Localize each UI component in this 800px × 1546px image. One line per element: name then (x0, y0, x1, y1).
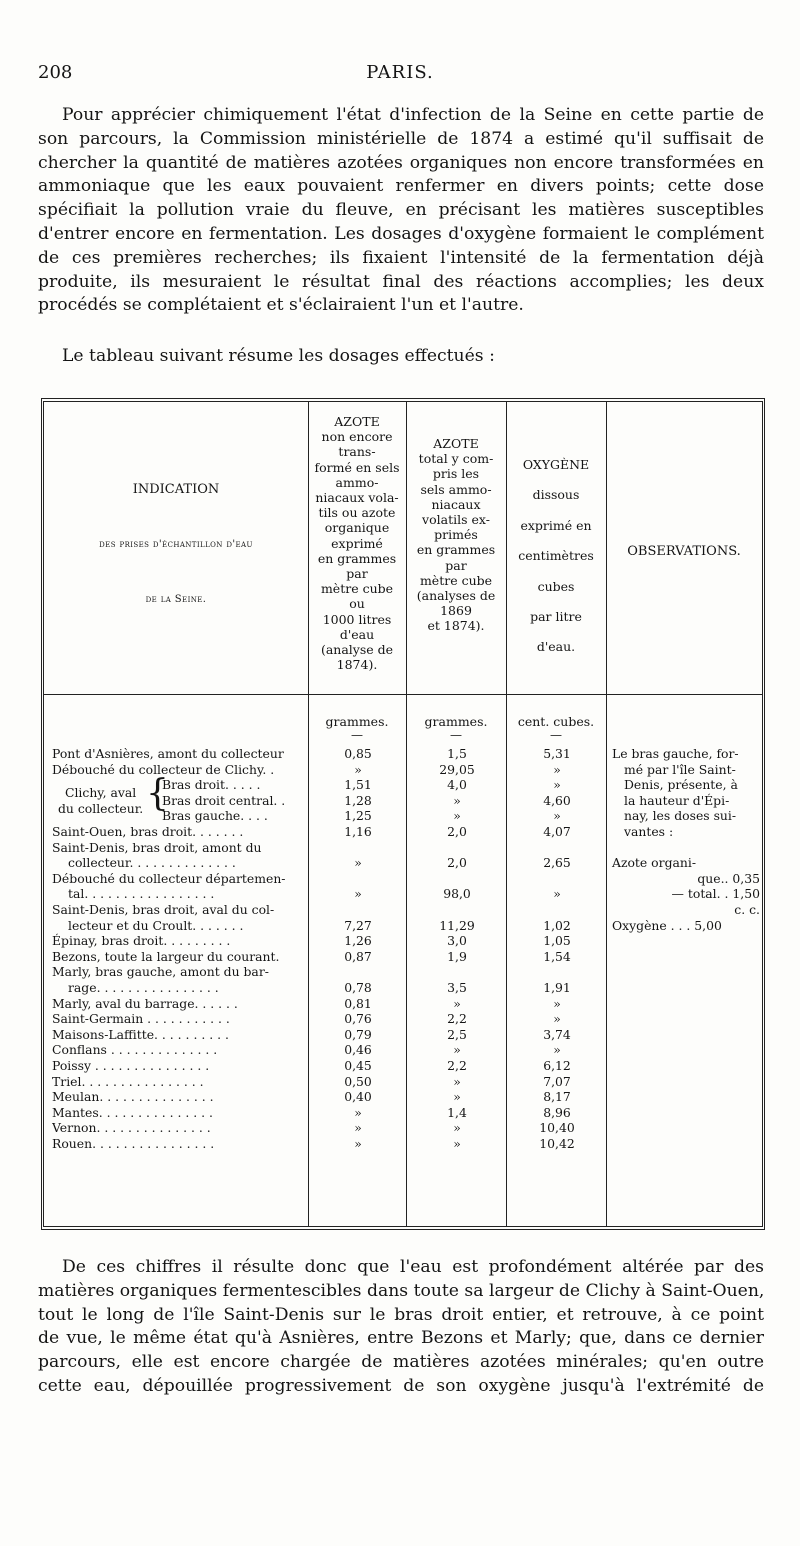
row-name: Débouché du collecteur de Clichy. . (52, 761, 275, 777)
value-azote-total: 3,0 (447, 933, 467, 949)
value-oxygene: 1,54 (543, 948, 571, 964)
observation-line: c. c. (734, 901, 760, 917)
text-line: matières organiques fermentescibles dans toute sa largeur de Clichy à Saint-Ouen, (38, 1280, 765, 1301)
row-name: Poissy . . . . . . . . . . . . . . . (52, 1058, 210, 1073)
value-azote: 1,51 (344, 777, 372, 793)
header-indication-sub: de la Seine. (145, 594, 207, 606)
header-azote-2 (406, 436, 506, 634)
text-line: Pour apprécier chimiquement l'état d'infection de la Seine en cette partie de (62, 105, 764, 125)
row-name: Vernon. . . . . . . . . . . . . . . (52, 1120, 211, 1136)
header-azote-1 (308, 414, 406, 672)
header-line: ou (349, 596, 365, 612)
row-name: Conflans . . . . . . . . . . . . . . (52, 1042, 218, 1058)
value-oxygene: 10,42 (539, 1136, 575, 1151)
value-azote-total: 4,0 (447, 777, 467, 793)
value-azote-total: » (453, 1042, 461, 1058)
running-title: PARIS. (366, 62, 434, 83)
value-oxygene: » (553, 995, 561, 1011)
value-azote-total: » (453, 1089, 461, 1105)
value-azote: 7,27 (344, 917, 372, 933)
text-line: d'entrer encore en fermentation. Les dosages d'oxygène formaient le complément (38, 223, 764, 244)
header-line: par (346, 566, 368, 582)
value-azote: 0,46 (344, 1042, 372, 1058)
header-line: primés (434, 527, 478, 543)
header-rule (44, 694, 762, 695)
header-line: mètre cube (320, 581, 394, 597)
clichy-label-line: du collecteur. (58, 800, 144, 816)
header-line: OXYGÈNE (522, 457, 590, 472)
header-line: centimètres (518, 548, 594, 564)
row-name: Débouché du collecteur départemen- (52, 870, 286, 886)
value-azote-total: » (453, 995, 461, 1011)
text-line: procédés se complétaient et s'éclairaient l'un et l'autre. (38, 295, 524, 316)
header-line: AZOTE (433, 436, 479, 451)
value-oxygene: 6,12 (543, 1058, 571, 1073)
unit-label: grammes. (424, 714, 488, 729)
value-oxygene: » (553, 1042, 561, 1058)
value-oxygene: » (553, 761, 561, 777)
text-line: cette eau, dépouillée progressivement de son oxygène jusqu'à l'extrémité de (38, 1375, 764, 1396)
header-line: exprimé en (520, 517, 592, 533)
row-name: lecteur et du Croult. . . . . . . (68, 917, 244, 933)
row-name: collecteur. . . . . . . . . . . . . . (68, 855, 236, 871)
value-azote: 1,26 (344, 933, 372, 949)
header-line: total y com- (418, 451, 494, 467)
header-line: en grammes (416, 542, 496, 558)
row-name: Saint-Denis, bras droit, aval du col- (52, 902, 275, 917)
text-line: produite, ils mesuraient le résultat final des réactions accomplies; les deux (38, 271, 764, 292)
observation-line: que.. 0,35 (697, 870, 760, 886)
text-line: son parcours, la Commission ministérielle de 1874 a estimé qu'il suffisait de (38, 128, 764, 149)
value-azote: 1,25 (344, 808, 372, 824)
header-line: niacaux (431, 496, 481, 512)
value-oxygene: 2,65 (543, 855, 571, 871)
value-azote-total: 29,05 (439, 761, 475, 777)
header-line: et 1874). (427, 618, 485, 634)
row-name: Saint-Denis, bras droit, amont du (52, 839, 262, 855)
observations-note (612, 746, 760, 933)
value-oxygene: 10,40 (539, 1120, 575, 1136)
value-azote-total: » (453, 1073, 461, 1089)
value-oxygene: 1,02 (543, 917, 571, 933)
observation-line: Le bras gauche, for- (612, 746, 739, 761)
row-name: tal. . . . . . . . . . . . . . . . . (68, 886, 215, 902)
text-line: tout le long de l'île Saint-Denis sur le bras droit entier, et retrouve, à ce point (38, 1304, 764, 1325)
unit-dash: — (351, 728, 363, 742)
value-azote: 0,40 (344, 1089, 372, 1105)
observation-line: Azote organi- (612, 855, 697, 871)
header-line: 1000 litres (322, 611, 392, 627)
header-indication (44, 482, 308, 608)
header-line: non encore (321, 429, 393, 445)
row-name: Marly, aval du barrage. . . . . . (52, 995, 238, 1011)
header-line: niacaux vola- (315, 490, 399, 506)
value-oxygene: » (553, 886, 561, 902)
value-azote-total: 2,2 (447, 1058, 467, 1073)
header-line: organique (324, 520, 390, 536)
value-azote: 0,79 (344, 1026, 372, 1042)
observation-line: nay, les doses sui- (624, 808, 737, 824)
value-azote-total: 2,0 (447, 824, 467, 839)
table-intro: Le tableau suivant résume les dosages effectués : (62, 346, 495, 366)
value-oxygene: » (553, 1011, 561, 1027)
value-azote: 0,81 (344, 995, 372, 1011)
value-azote-total: » (453, 808, 461, 824)
unit-label: cent. cubes. (517, 714, 595, 729)
observation-line: Oxygène . . . 5,00 (612, 917, 722, 933)
header-line: d'eau (339, 626, 375, 642)
header-line: AZOTE (334, 414, 380, 429)
row-name: Triel. . . . . . . . . . . . . . . . (52, 1073, 204, 1089)
header-oxygene (506, 450, 606, 663)
value-azote: 0,85 (344, 746, 372, 761)
value-azote-total: 98,0 (443, 886, 471, 902)
text-line: De ces chiffres il résulte donc que l'eau est profondément altérée par des (62, 1257, 764, 1277)
value-oxygene: 3,74 (543, 1026, 571, 1042)
paragraph-1 (38, 104, 764, 318)
header-line: trans- (338, 444, 376, 460)
header-line: 1874). (336, 657, 378, 673)
value-oxygene: 4,60 (543, 792, 571, 808)
row-name: Saint-Germain . . . . . . . . . . . (52, 1011, 230, 1027)
clichy-group-label (58, 785, 143, 816)
row-name: Bras gauche. . . . (162, 808, 268, 824)
column-rule (606, 402, 607, 1226)
row-name: Bras droit. . . . . (162, 777, 261, 793)
value-azote-total: 2,5 (447, 1026, 467, 1042)
row-name: Bezons, toute la largeur du courant. (52, 948, 280, 964)
text-line: spécifiait la pollution vraie du fleuve, en précisant les matières susceptibles (38, 200, 764, 221)
value-oxygene: » (553, 777, 561, 793)
header-line: cubes (537, 578, 575, 594)
header-line: pris les (432, 466, 480, 482)
observation-line (612, 840, 760, 856)
value-azote: 0,87 (344, 948, 372, 964)
value-azote: » (354, 761, 362, 777)
header-line: d'eau. (536, 639, 576, 655)
observation-line: Denis, présente, à (624, 777, 738, 793)
paragraph-2 (38, 1256, 764, 1399)
row-name: Saint-Ouen, bras droit. . . . . . . (52, 824, 244, 839)
header-line: mètre cube (419, 572, 493, 588)
header-line: tils ou azote (318, 505, 396, 521)
row-name: Marly, bras gauche, amont du bar- (52, 964, 269, 980)
value-azote-total: » (453, 1120, 461, 1136)
header-line: (analyses de (416, 588, 496, 604)
value-azote-total: 11,29 (439, 917, 475, 933)
row-name: Mantes. . . . . . . . . . . . . . . (52, 1104, 213, 1120)
header-line: dissous (532, 487, 580, 503)
unit-dash: — (450, 728, 462, 742)
header-line: par (445, 557, 467, 573)
value-azote-total: » (453, 792, 461, 808)
page-number: 208 (38, 62, 73, 83)
value-azote-total: » (453, 1136, 461, 1151)
value-azote-total: 2,0 (447, 855, 467, 871)
header-line: en grammes (317, 550, 397, 566)
observation-line: mé par l'île Saint- (624, 761, 736, 777)
value-azote: » (354, 1120, 362, 1136)
text-line: parcours, elle est encore chargée de matières azotées minérales; qu'en outre (38, 1352, 764, 1373)
header-indication-sub: des prises d'échantillon d'eau (99, 539, 253, 551)
value-oxygene: 1,05 (543, 933, 571, 949)
data-table (41, 398, 765, 1230)
value-azote: 0,45 (344, 1058, 372, 1073)
value-azote: 0,76 (344, 1011, 372, 1027)
header-line: par litre (530, 609, 582, 625)
header-indication-title: INDICATION (132, 482, 220, 497)
unit-label: grammes. (325, 714, 389, 729)
clichy-label-line: Clichy, aval (64, 785, 137, 800)
value-oxygene: 5,31 (543, 746, 571, 761)
value-oxygene: 7,07 (543, 1073, 571, 1089)
value-oxygene: 4,07 (543, 824, 571, 839)
header-line: (analyse de (320, 642, 394, 658)
observation-line: la hauteur d'Épi- (624, 792, 730, 808)
value-azote: 1,28 (344, 792, 372, 808)
value-azote: 0,78 (344, 980, 372, 995)
header-line: 1869 (440, 603, 472, 619)
row-name: Rouen. . . . . . . . . . . . . . . . (52, 1136, 215, 1151)
value-azote-total: 1,4 (447, 1104, 467, 1120)
row-name: rage. . . . . . . . . . . . . . . . (68, 980, 219, 995)
value-azote: » (354, 1104, 362, 1120)
value-azote: » (354, 886, 362, 902)
value-oxygene: 8,96 (543, 1104, 571, 1120)
value-azote: 0,50 (344, 1073, 372, 1089)
row-name: Pont d'Asnières, amont du collecteur (52, 746, 284, 761)
running-header (38, 62, 762, 92)
row-name: Bras droit central. . (162, 792, 286, 808)
value-azote-total: 1,9 (447, 948, 467, 964)
header-line: volatils ex- (422, 512, 490, 528)
value-azote-total: 1,5 (447, 746, 467, 761)
value-azote-total: 2,2 (447, 1011, 467, 1027)
text-line: de ces premières recherches; ils fixaient l'intensité de la fermentation déjà (38, 247, 764, 268)
value-azote: » (354, 855, 362, 871)
value-azote: » (354, 1136, 362, 1151)
row-name: Épinay, bras droit. . . . . . . . . (52, 933, 231, 949)
header-line: exprimé (331, 535, 383, 551)
value-azote-total: 3,5 (447, 980, 467, 995)
value-azote: 1,16 (344, 824, 372, 839)
text-line: chercher la quantité de matières azotées organiques non encore transformées en (38, 152, 764, 173)
text-line: de vue, le même état qu'à Asnières, entre Bezons et Marly; que, dans ce dernier (38, 1328, 764, 1349)
unit-dash: — (550, 728, 562, 742)
text-line: ammoniaque que les eaux pouvaient renfermer en divers points; cette dose (38, 176, 764, 197)
header-line: ammo- (335, 474, 379, 490)
header-line: sels ammo- (420, 481, 492, 497)
brace-symbol: { (146, 773, 169, 814)
row-name: Maisons-Laffitte. . . . . . . . . . (52, 1026, 229, 1042)
observation-line: vantes : (624, 823, 674, 839)
value-oxygene: » (553, 808, 561, 824)
value-oxygene: 1,91 (543, 980, 571, 995)
header-line: formé en sels (314, 459, 400, 475)
value-oxygene: 8,17 (543, 1089, 571, 1105)
observation-line: — total. . 1,50 (671, 886, 760, 902)
row-name: Meulan. . . . . . . . . . . . . . . (52, 1089, 214, 1105)
header-observations: OBSERVATIONS. (627, 544, 741, 559)
